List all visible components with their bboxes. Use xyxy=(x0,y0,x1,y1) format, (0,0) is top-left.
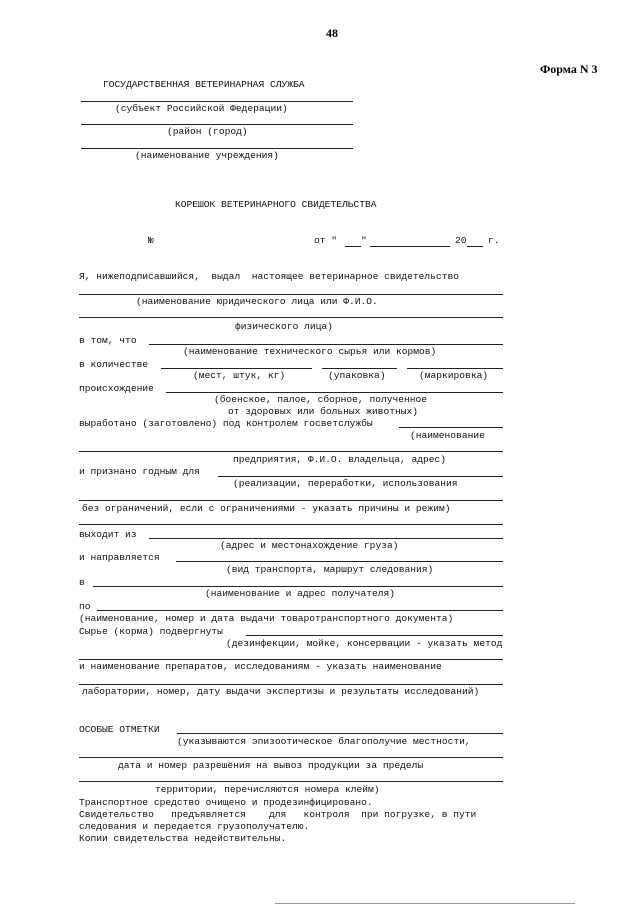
page-number: 48 xyxy=(326,26,338,40)
address-caption: (адрес и местонахождение груза) xyxy=(220,540,399,551)
district-field-line[interactable] xyxy=(81,124,353,125)
origin-label: происхождение xyxy=(79,383,154,394)
legal-entity-caption: (наименование юридического лица или Ф.И.О. xyxy=(136,296,378,307)
directed-label: и направляется xyxy=(79,552,160,563)
by-label: по xyxy=(79,601,91,612)
physical-person-field-line[interactable] xyxy=(79,317,503,318)
produced-field-line[interactable] xyxy=(399,427,503,428)
disinfection-field-line[interactable] xyxy=(246,635,503,636)
institution-field-line[interactable] xyxy=(81,148,353,149)
form-label: Форма N 3 xyxy=(540,62,598,76)
district-caption: (район (город) xyxy=(167,126,248,137)
document-title: КОРЕШОК ВЕТЕРИНАРНОГО СВИДЕТЕЛЬСТВА xyxy=(175,199,377,210)
special-marks-field-line[interactable] xyxy=(177,733,503,734)
territory-field-line[interactable] xyxy=(79,781,503,782)
restrictions-caption: без ограничений, если с ограничениями - указать причины и режим) xyxy=(82,503,451,514)
year-prefix: 20 xyxy=(455,235,467,246)
document-caption: (наименование, номер и дата выдачи товаротранспортного документа) xyxy=(79,613,454,624)
enterprise-field-line[interactable] xyxy=(79,451,503,452)
year-field-line[interactable] xyxy=(467,246,483,247)
raw-materials-caption: (наименование технического сырья или кормов) xyxy=(183,346,437,357)
in-label: в xyxy=(79,577,85,588)
intro-text: Я, нижеподписавшийся, выдал настоящее ветеринарное свидетельство xyxy=(79,271,459,282)
service-heading: ГОСУДАРСТВЕННАЯ ВЕТЕРИНАРНАЯ СЛУЖБА xyxy=(103,79,305,90)
legal-entity-field-line[interactable] xyxy=(79,294,503,295)
package-caption: (упаковка) xyxy=(328,370,386,381)
epizootic-caption: (указываются эпизоотическое благополучие местности, xyxy=(177,736,471,747)
restrictions-field-line[interactable] xyxy=(79,500,503,501)
raw-subjected-label: Сырье (корма) подвергнуты xyxy=(79,626,223,637)
institution-caption: (наименование учреждения) xyxy=(135,150,279,161)
laboratory-field-line[interactable] xyxy=(79,684,503,685)
permit-field-line[interactable] xyxy=(79,757,503,758)
subject-field-line[interactable] xyxy=(81,101,353,102)
footer-line-3: следования и передается грузополучателю. xyxy=(79,821,310,832)
number-sign: № xyxy=(148,235,154,246)
recognized-label: и признано годным для xyxy=(79,466,200,477)
marking-field-line[interactable] xyxy=(407,368,503,369)
date-prefix: от " xyxy=(314,235,338,246)
footer-line-1: Транспортное средство очищено и продезинфицировано. xyxy=(79,797,373,808)
origin-caption-2: от здоровых или больных животных) xyxy=(228,406,418,417)
marking-caption: (маркировка) xyxy=(419,370,489,381)
quantity-field-line[interactable] xyxy=(161,368,312,369)
subject-caption: (субъект Российской Федерации) xyxy=(115,103,288,114)
disinfection-caption: (дезинфекции, мойке, консервации - указать метод xyxy=(226,638,503,649)
produced-label: выработано (заготовлено) под контролем госветслужбы xyxy=(79,418,373,429)
recipient-field-line[interactable] xyxy=(93,586,503,587)
date-quote: " xyxy=(361,235,367,246)
document-field-line[interactable] xyxy=(97,610,503,611)
raw-materials-field-line[interactable] xyxy=(149,344,503,345)
in-that-label: в том, что xyxy=(79,335,137,346)
territory-caption: территории, перечисляются номера клейм) xyxy=(155,784,380,795)
month-field-line[interactable] xyxy=(370,246,450,247)
recipient-caption: (наименование и адрес получателя) xyxy=(205,588,395,599)
realization-caption: (реализации, переработки, использования xyxy=(233,478,458,489)
units-caption: (мест, штук, кг) xyxy=(193,370,286,381)
package-field-line[interactable] xyxy=(322,368,397,369)
origin-caption-1: (боенское, палое, сборное, полученное xyxy=(214,394,428,405)
name-caption: (наименование xyxy=(410,430,485,441)
year-suffix: г. xyxy=(488,235,500,246)
physical-person-caption: физического лица) xyxy=(235,321,333,332)
quantity-label: в количестве xyxy=(79,359,149,370)
day-field-line[interactable] xyxy=(345,246,361,247)
laboratory-caption: лаборатории, номер, дату выдачи экспертизы и результаты исследований) xyxy=(82,686,480,697)
bottom-edge-line xyxy=(275,903,575,904)
transport-field-line[interactable] xyxy=(176,561,503,562)
restrictions-extra-line[interactable] xyxy=(79,524,503,525)
departs-field-line[interactable] xyxy=(149,538,503,539)
preparations-field-line[interactable] xyxy=(79,659,503,660)
permit-caption: дата и номер разрешения на вывоз продукции за пределы xyxy=(118,760,424,771)
transport-caption: (вид транспорта, маршрут следования) xyxy=(226,564,434,575)
footer-line-4: Копии свидетельства недействительны. xyxy=(79,833,287,844)
departs-label: выходит из xyxy=(79,529,137,540)
enterprise-caption: предприятия, Ф.И.О. владельца, адрес) xyxy=(233,454,447,465)
usage-field-line[interactable] xyxy=(218,476,503,477)
origin-field-line[interactable] xyxy=(166,392,503,393)
footer-line-2: Свидетельство предъявляется для контроля при погрузке, в пути xyxy=(79,809,477,820)
preparations-caption: и наименование препаратов, исследованиям - указать наименование xyxy=(79,661,442,672)
special-marks-label: ОСОБЫЕ ОТМЕТКИ xyxy=(79,724,160,735)
